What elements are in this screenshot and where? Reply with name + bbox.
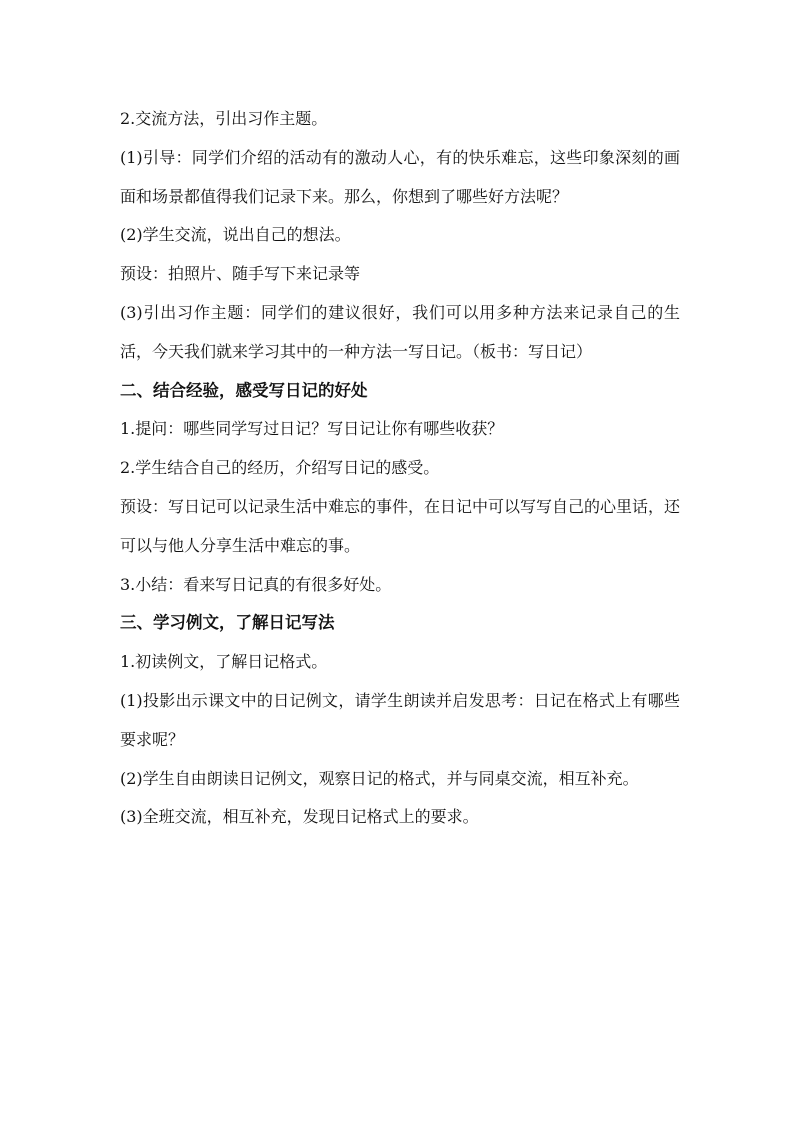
summary-paragraph: 3.小结：看来写日记真的有很多好处。 (120, 574, 392, 594)
class-exchange-paragraph: (3)全班交流，相互补充，发现日记格式上的要求。 (120, 807, 479, 827)
preset-diary-benefits-paragraph: 预设：写日记可以记录生活中难忘的事件，在日记中可以写写自己的心里话，还可以与他人分享生活中难忘的事。 (120, 496, 681, 555)
guide-paragraph: (1)引导：同学们介绍的活动有的激动人心，有的快乐难忘，这些印象深刻的画面和场景都值得我们记录下来。那么，你想到了哪些好方法呢？ (120, 147, 680, 206)
first-read-paragraph: 1.初读例文，了解日记格式。 (120, 652, 328, 672)
preset-answer-paragraph: 预设：拍照片、随手写下来记录等 (120, 264, 361, 284)
free-reading-paragraph: (2)学生自由朗读日记例文，观察日记的格式，并与同桌交流，相互补充。 (120, 768, 639, 788)
student-experience-paragraph: 2.学生结合自己的经历，介绍写日记的感受。 (120, 458, 440, 478)
document-body (120, 100, 680, 837)
student-exchange-paragraph: (2)学生交流，说出自己的想法。 (120, 225, 351, 245)
section-heading-2: 二、结合经验，感受写日记的好处 (120, 380, 368, 400)
step-2-exchange-methods: 2.交流方法，引出习作主题。 (120, 109, 328, 128)
projection-paragraph: (1)投影出示课文中的日记例文，请学生朗读并启发思考：日记在格式上有哪些要求呢？ (120, 690, 680, 749)
question-paragraph: 1.提问：哪些同学写过日记？写日记让你有哪些收获？ (120, 419, 504, 439)
introduce-topic-paragraph: (3)引出习作主题：同学们的建议很好，我们可以用多种方法来记录自己的生活，今天我们就来学习其中的一种方法一写日记。（板书：写日记） (120, 302, 680, 361)
section-heading-3: 三、学习例文，了解日记写法 (120, 613, 335, 633)
